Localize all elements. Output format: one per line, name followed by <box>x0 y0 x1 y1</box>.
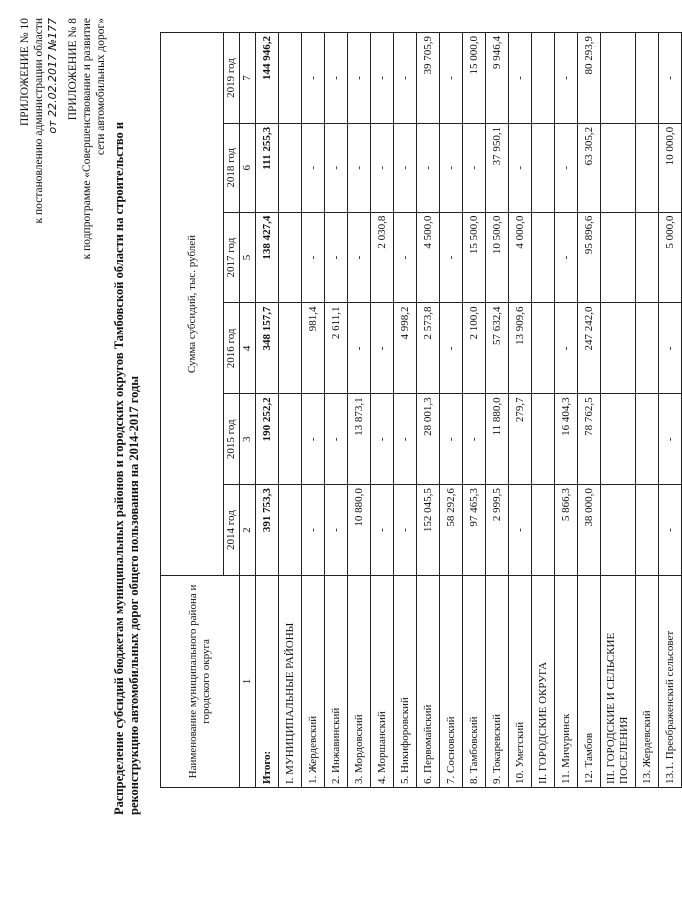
cell-value: - <box>302 33 325 124</box>
section1-rows <box>302 33 532 788</box>
section-row <box>532 33 555 788</box>
column-number: 5 <box>240 212 256 303</box>
total-row <box>256 33 279 788</box>
cell-value: - <box>509 33 532 124</box>
cell-value: 2 573,8 <box>417 303 440 394</box>
section-row <box>279 33 302 788</box>
document-title: Распределение субсидий бюджетам муниципальных районов и городских округов Тамбовской области на строительство и реконструкцию автомобильных дорог общего пользования на 2014-2017 годы <box>112 121 141 815</box>
row-name: Итого: <box>256 576 279 788</box>
decree-date-handwritten: от 22.02.2017 №177 <box>46 18 59 134</box>
column-number-row <box>240 33 256 788</box>
row-name: 4. Моршанский <box>371 576 394 788</box>
cell-value: - <box>659 485 682 576</box>
cell-value: 348 157,7 <box>256 303 279 394</box>
appendix-number: ПРИЛОЖЕНИЕ № 10 <box>19 18 31 127</box>
cell-value: - <box>371 123 394 212</box>
decree-reference: к постановлению администрации области <box>33 18 45 224</box>
cell-value: - <box>302 212 325 303</box>
column-number: 4 <box>240 303 256 394</box>
cell-value: 37 950,1 <box>486 123 509 212</box>
cell-value: - <box>302 394 325 485</box>
cell-value: 279,7 <box>509 394 532 485</box>
cell-value: - <box>440 394 463 485</box>
cell-value: 190 252,2 <box>256 394 279 485</box>
cell-value: - <box>348 303 371 394</box>
cell-value: - <box>555 212 578 303</box>
cell-value: 4 500,0 <box>417 212 440 303</box>
cell-value: - <box>440 123 463 212</box>
cell-value: 13 909,6 <box>509 303 532 394</box>
subprogram-reference: к подпрограмме «Совершенствование и развитие <box>81 18 93 260</box>
cell-value: 4 000,0 <box>509 212 532 303</box>
column-number: 6 <box>240 123 256 212</box>
row-name: 9. Токаревский <box>486 576 509 788</box>
cell-value: 78 762,5 <box>578 394 601 485</box>
cell-value: 138 427,4 <box>256 212 279 303</box>
table-header-row <box>161 33 224 788</box>
table-row <box>636 33 659 788</box>
cell-value: - <box>394 123 417 212</box>
cell-value: 15 000,0 <box>463 33 486 124</box>
row-name: 5. Никифоровский <box>394 576 417 788</box>
cell-value: 10 880,0 <box>348 485 371 576</box>
year-header: 2016 год <box>224 303 240 394</box>
cell-value: 57 632,4 <box>486 303 509 394</box>
cell-value: - <box>371 394 394 485</box>
row-name: 13.1. Преображенский сельсовет <box>659 576 682 788</box>
cell-value: 9 946,4 <box>486 33 509 124</box>
cell-value: 28 001,3 <box>417 394 440 485</box>
table-row <box>578 33 601 788</box>
cell-value: 391 753,3 <box>256 485 279 576</box>
cell-value: 5 866,3 <box>555 485 578 576</box>
table-row <box>348 33 371 788</box>
row-name: 6. Первомайский <box>417 576 440 788</box>
cell-value: - <box>555 123 578 212</box>
cell-value: 981,4 <box>302 303 325 394</box>
year-header: 2018 год <box>224 123 240 212</box>
cell-value: - <box>394 33 417 124</box>
table-row <box>509 33 532 788</box>
cell-value: - <box>394 212 417 303</box>
cell-value: 4 998,2 <box>394 303 417 394</box>
cell-value: 13 873,1 <box>348 394 371 485</box>
cell-value: 2 999,5 <box>486 485 509 576</box>
cell-value: - <box>440 212 463 303</box>
cell-value: - <box>371 303 394 394</box>
table-row <box>463 33 486 788</box>
section-heading: III. ГОРОДСКИЕ И СЕЛЬСКИЕ ПОСЕЛЕНИЯ <box>601 576 636 788</box>
cell-value: - <box>325 33 348 124</box>
subsidy-table <box>160 32 682 788</box>
cell-value: - <box>325 123 348 212</box>
cell-value: 15 500,0 <box>463 212 486 303</box>
table-row <box>302 33 325 788</box>
cell-value: 63 305,2 <box>578 123 601 212</box>
cell-value: 2 030,8 <box>371 212 394 303</box>
column-number: 2 <box>240 485 256 576</box>
cell-value: - <box>325 394 348 485</box>
cell-value: 5 000,0 <box>659 212 682 303</box>
cell-value: - <box>659 394 682 485</box>
cell-value: 10 500,0 <box>486 212 509 303</box>
section-row <box>601 33 636 788</box>
cell-value: - <box>440 33 463 124</box>
cell-value: - <box>417 123 440 212</box>
cell-value: 152 045,5 <box>417 485 440 576</box>
cell-value: - <box>371 485 394 576</box>
cell-value: - <box>509 123 532 212</box>
table-row <box>371 33 394 788</box>
cell-value: 10 000,0 <box>659 123 682 212</box>
cell-value: 38 000,0 <box>578 485 601 576</box>
column-number: 1 <box>240 576 256 788</box>
row-name: 13. Жердевский <box>636 576 659 788</box>
cell-value: 2 100,0 <box>463 303 486 394</box>
row-name: 12. Тамбов <box>578 576 601 788</box>
year-header: 2017 год <box>224 212 240 303</box>
cell-value: - <box>302 485 325 576</box>
cell-value: - <box>348 123 371 212</box>
appendix-number-2: ПРИЛОЖЕНИЕ № 8 <box>67 18 79 121</box>
table-row <box>325 33 348 788</box>
cell-value: 16 404,3 <box>555 394 578 485</box>
cell-value: - <box>325 212 348 303</box>
row-name: 2. Инжавинский <box>325 576 348 788</box>
cell-value: - <box>394 394 417 485</box>
cell-value: 247 242,0 <box>578 303 601 394</box>
cell-value: - <box>555 303 578 394</box>
section-heading: I. МУНИЦИПАЛЬНЫЕ РАЙОНЫ <box>279 576 302 788</box>
section-heading: II. ГОРОДСКИЕ ОКРУГА <box>532 576 555 788</box>
cell-value: 58 292,6 <box>440 485 463 576</box>
year-header: 2015 год <box>224 394 240 485</box>
cell-value: 80 293,9 <box>578 33 601 124</box>
name-column-header: Наименование муниципального района и городского округа <box>161 576 240 788</box>
table-row <box>417 33 440 788</box>
table-row <box>555 33 578 788</box>
cell-value: - <box>463 394 486 485</box>
cell-value: 2 611,1 <box>325 303 348 394</box>
cell-value: - <box>371 33 394 124</box>
column-number: 3 <box>240 394 256 485</box>
cell-value: 39 705,9 <box>417 33 440 124</box>
cell-value: - <box>463 123 486 212</box>
cell-value: - <box>348 212 371 303</box>
row-name: 3. Мордовский <box>348 576 371 788</box>
table-row <box>394 33 417 788</box>
table-row <box>659 33 682 788</box>
cell-value: - <box>659 303 682 394</box>
cell-value: - <box>509 485 532 576</box>
sum-column-header: Сумма субсидий, тыс. рублей <box>161 33 224 576</box>
subprogram-name: сети автомобильных дорог» <box>95 18 107 156</box>
row-name: 11. Мичуринск <box>555 576 578 788</box>
cell-value: - <box>302 123 325 212</box>
cell-value: - <box>555 33 578 124</box>
row-name: 10. Уметский <box>509 576 532 788</box>
column-number: 7 <box>240 33 256 124</box>
row-name: 7. Сосновский <box>440 576 463 788</box>
row-name: 8. Тамбовский <box>463 576 486 788</box>
year-header: 2014 год <box>224 485 240 576</box>
cell-value: - <box>394 485 417 576</box>
cell-value: 95 896,6 <box>578 212 601 303</box>
cell-value: 97 465,3 <box>463 485 486 576</box>
cell-value: 111 255,3 <box>256 123 279 212</box>
year-header: 2019 год <box>224 33 240 124</box>
cell-value: - <box>348 33 371 124</box>
cell-value: - <box>440 303 463 394</box>
cell-value: - <box>325 485 348 576</box>
table-row <box>440 33 463 788</box>
cell-value: 144 946,2 <box>256 33 279 124</box>
section2-rows <box>555 33 601 788</box>
table-row <box>486 33 509 788</box>
row-name: 1. Жердевский <box>302 576 325 788</box>
cell-value: 11 880,0 <box>486 394 509 485</box>
cell-value: - <box>659 33 682 124</box>
